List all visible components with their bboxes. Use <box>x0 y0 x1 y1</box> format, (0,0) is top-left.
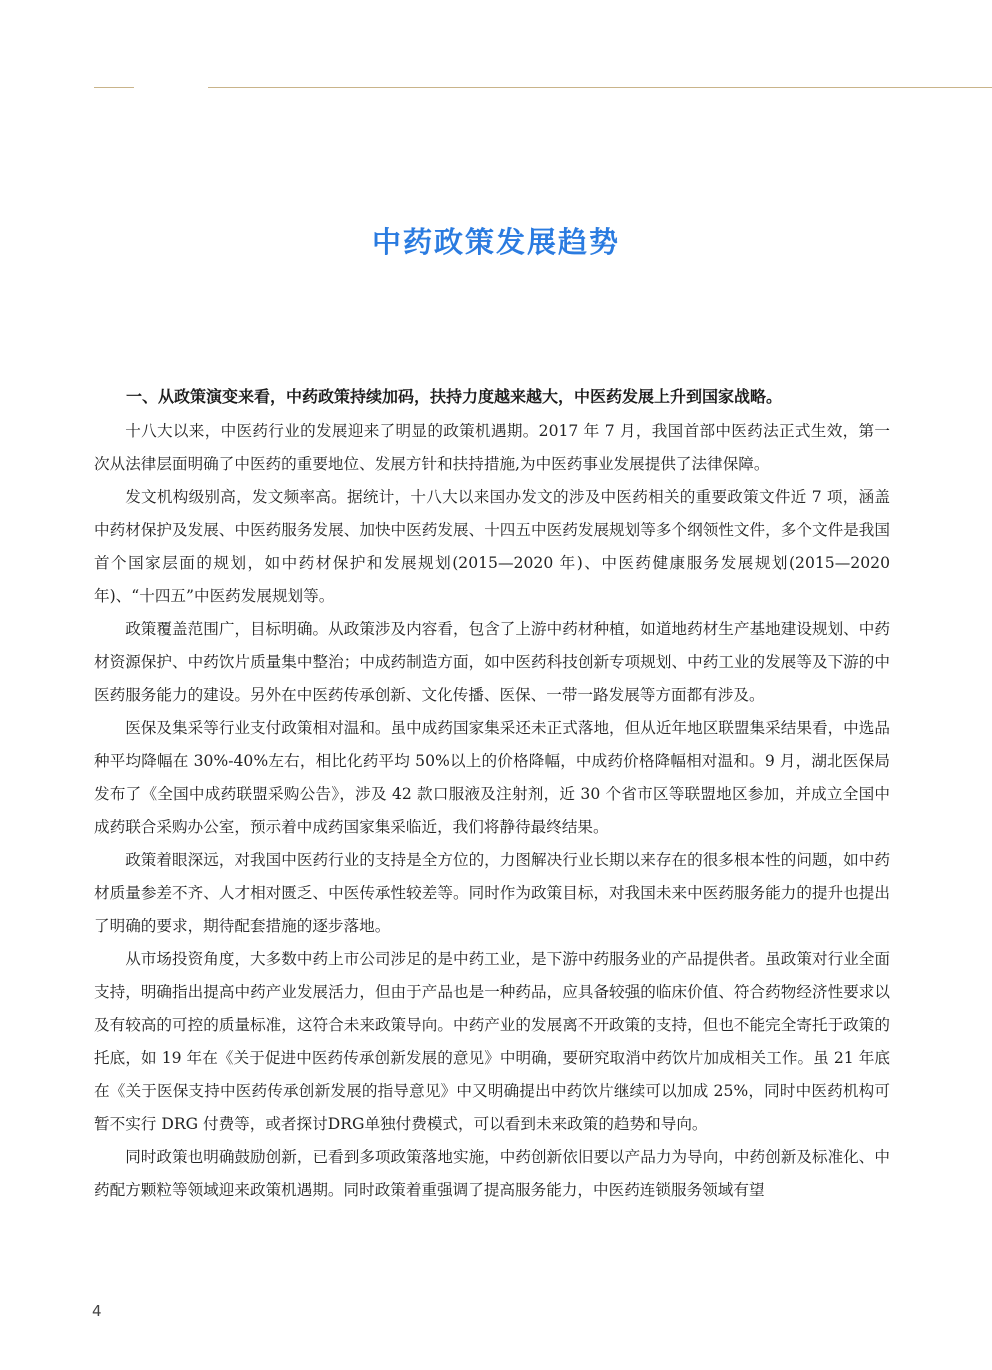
header-rule-right <box>208 87 992 88</box>
paragraph: 医保及集采等行业支付政策相对温和。虽中成药国家集采还未正式落地，但从近年地区联盟集采结果看，中选品种平均降幅在 30%-40%左右，相比化药平均 50%以上的价格降幅，中成药价格降幅相对温和。9 月，湖北医保局发布了《全国中成药联盟采购公告》，涉及 42 款口服液及注射剂，近 30 个省市区等联盟地区参加，并成立全国中成药联合采购办公室，预示着中成药国家集采临近，我们将静待最终结果。 <box>94 719 890 836</box>
paragraph: 发文机构级别高，发文频率高。据统计，十八大以来国办发文的涉及中医药相关的重要政策文件近 7 项，涵盖中药材保护及发展、中医药服务发展、加快中医药发展、十四五中医药发展规划等多个纲领性文件，多个文件是我国首个国家层面的规划，如中药材保护和发展规划(2015—2020 年)、中医药健康服务发展规划(2015—2020 年)、“十四五”中医药发展规划等。 <box>94 488 890 605</box>
paragraph: 政策着眼深远，对我国中医药行业的支持是全方位的，力图解决行业长期以来存在的很多根本性的问题，如中药材质量参差不齐、人才相对匮乏、中医传承性较差等。同时作为政策目标，对我国未来中医药服务能力的提升也提出了明确的要求，期待配套措施的逐步落地。 <box>94 851 890 935</box>
header-rule-left <box>94 87 134 88</box>
article-body <box>94 380 890 1207</box>
paragraph: 政策覆盖范围广，目标明确。从政策涉及内容看，包含了上游中药材种植，如道地药材生产基地建设规划、中药材资源保护、中药饮片质量集中整治；中成药制造方面，如中医药科技创新专项规划、中药工业的发展等及下游的中医药服务能力的建设。另外在中医药传承创新、文化传播、医保、一带一路发展等方面都有涉及。 <box>94 620 890 704</box>
section-heading: 一、从政策演变来看，中药政策持续加码，扶持力度越来越大，中医药发展上升到国家战略。 <box>126 387 783 406</box>
page-number: 4 <box>92 1302 102 1320</box>
paragraph: 十八大以来，中医药行业的发展迎来了明显的政策机遇期。2017 年 7 月，我国首部中医药法正式生效，第一次从法律层面明确了中医药的重要地位、发展方针和扶持措施,为中医药事业发展提供了法律保障。 <box>94 422 890 473</box>
paragraph: 同时政策也明确鼓励创新，已看到多项政策落地实施，中药创新依旧要以产品力为导向，中药创新及标准化、中药配方颗粒等领域迎来政策机遇期。同时政策着重强调了提高服务能力，中医药连锁服务领域有望 <box>94 1148 890 1199</box>
paragraph: 从市场投资角度，大多数中药上市公司涉足的是中药工业，是下游中药服务业的产品提供者。虽政策对行业全面支持，明确指出提高中药产业发展活力，但由于产品也是一种药品，应具备较强的临床价值、符合药物经济性要求以及有较高的可控的质量标准，这符合未来政策导向。中药产业的发展离不开政策的支持，但也不能完全寄托于政策的托底，如 19 年在《关于促进中医药传承创新发展的意见》中明确，要研究取消中药饮片加成相关工作。虽 21 年底在《关于医保支持中医药传承创新发展的指导意见》中又明确提出中药饮片继续可以加成 25%，同时中医药机构可暂不实行 DRG 付费等，或者探讨DRG单独付费模式，可以看到未来政策的趋势和导向。 <box>94 950 890 1133</box>
page-title: 中药政策发展趋势 <box>371 225 620 259</box>
